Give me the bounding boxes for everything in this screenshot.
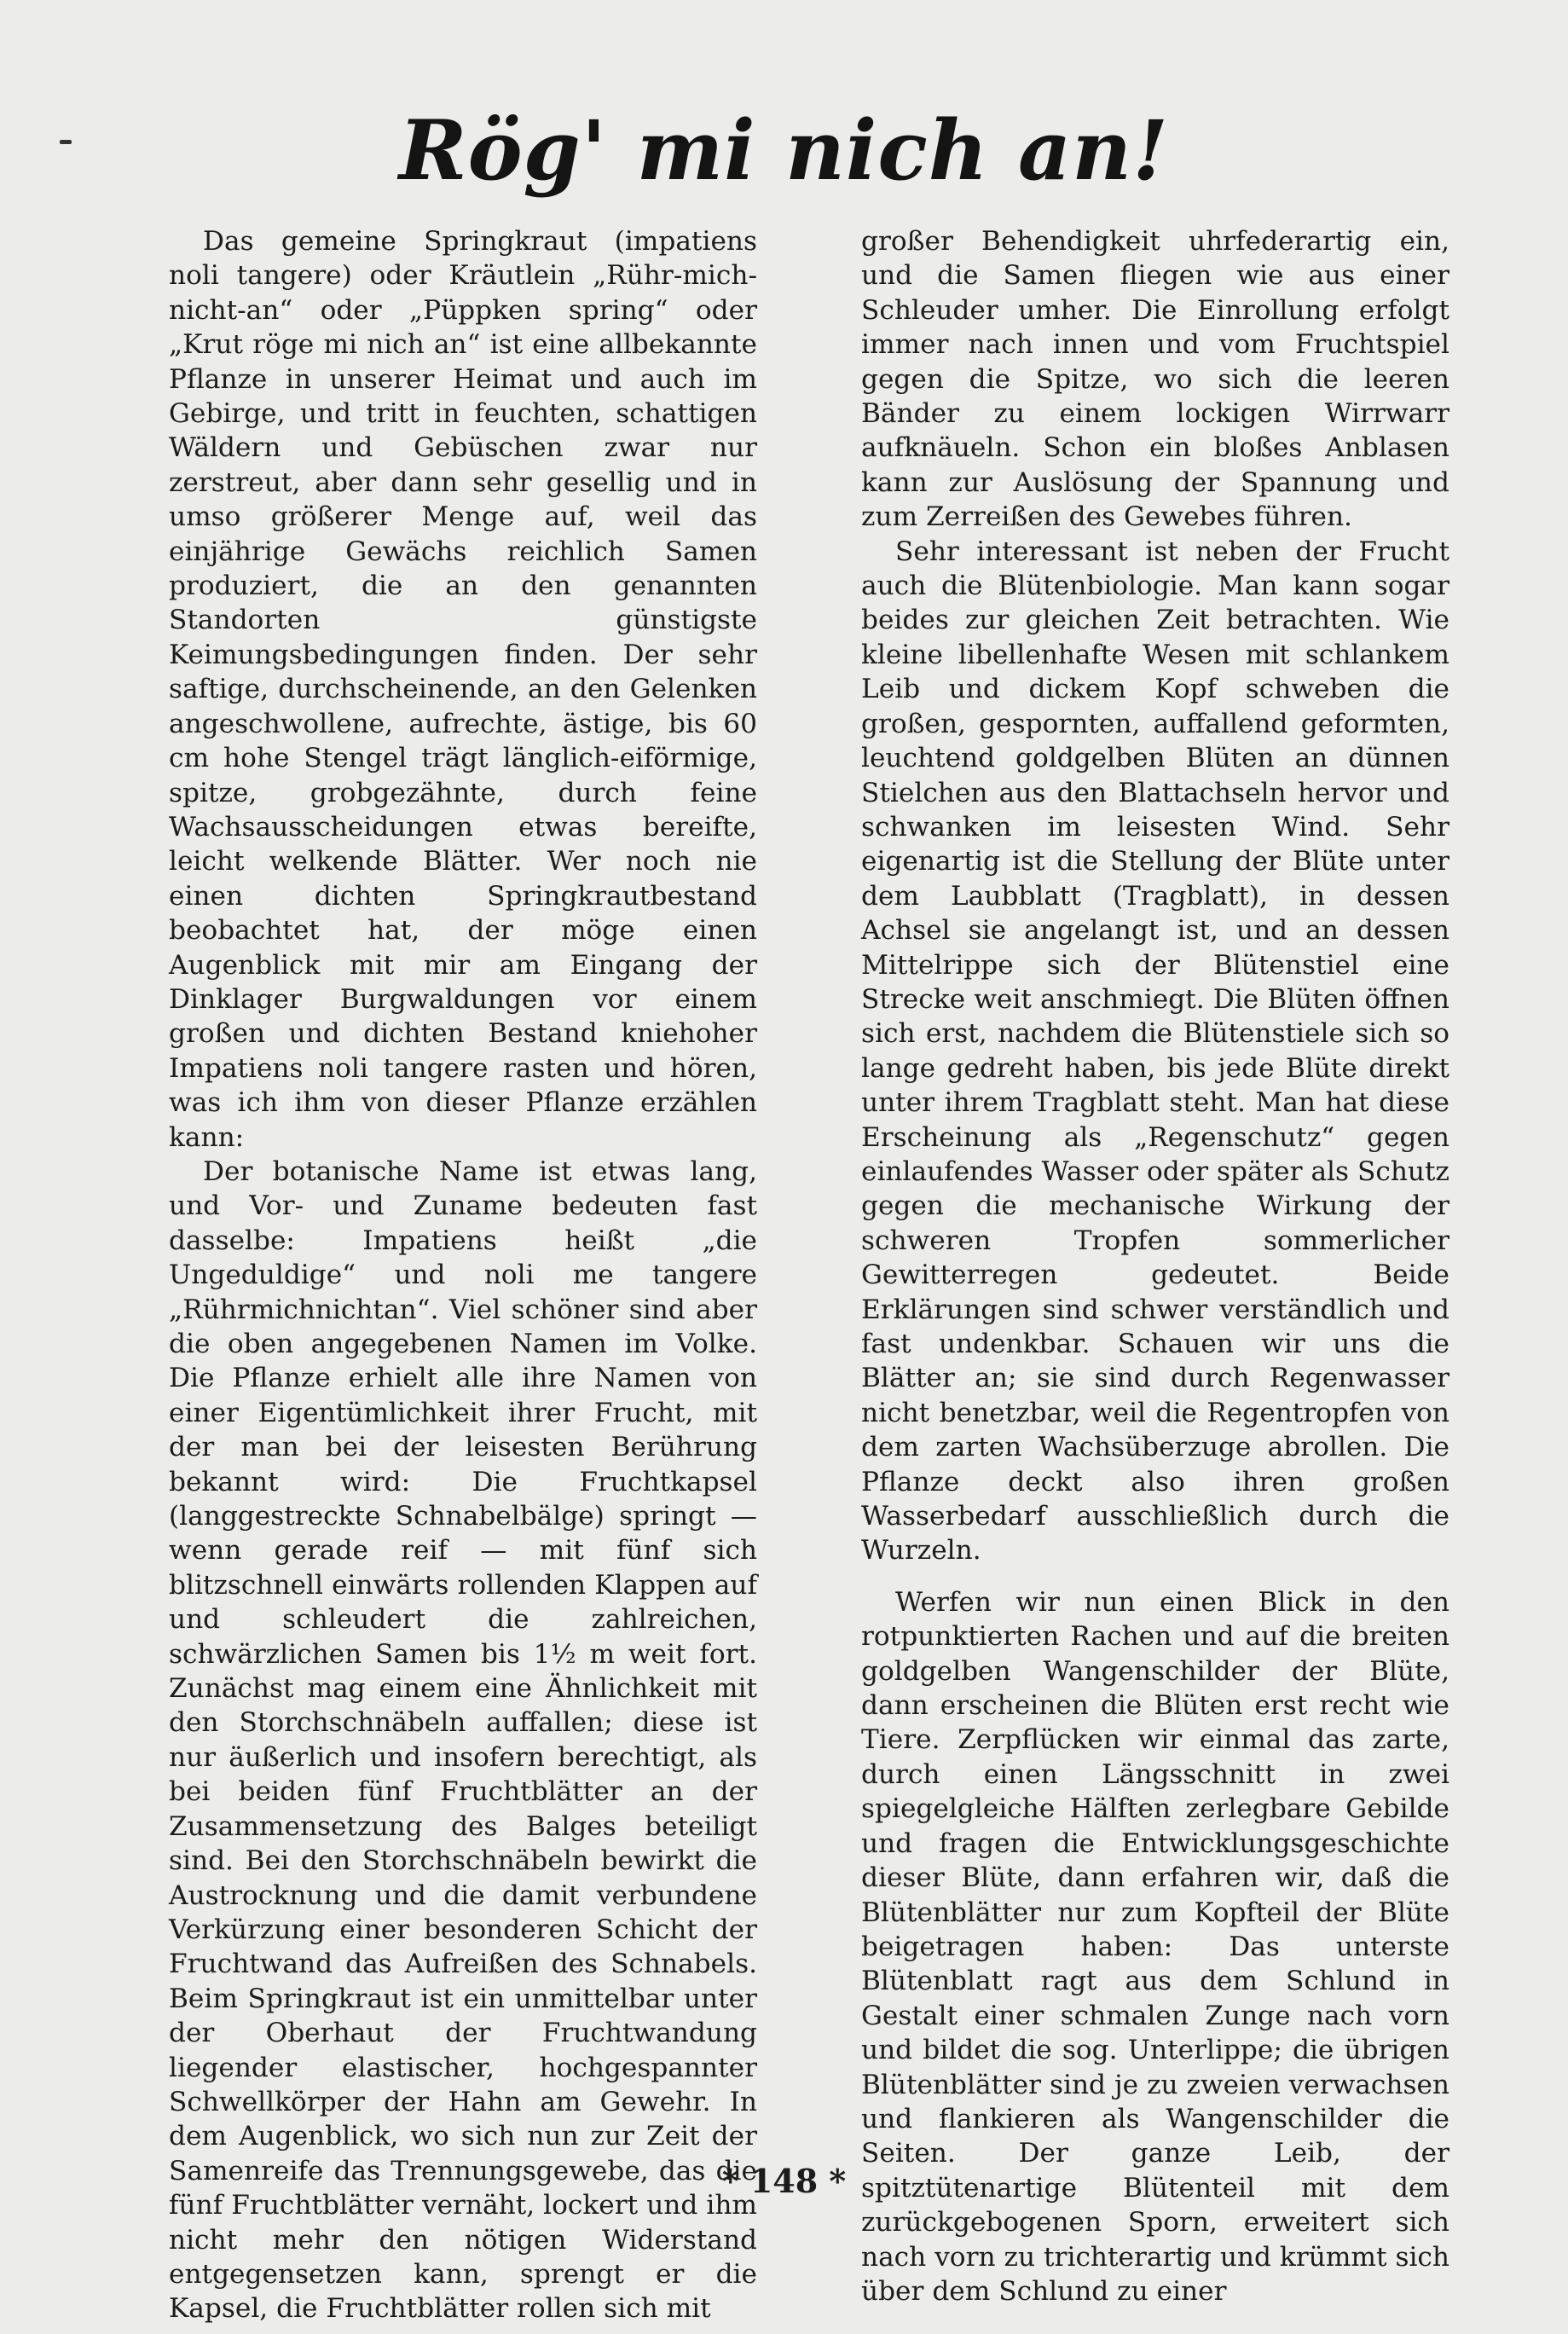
paragraph: großer Behendigkeit uhrfederartig ein, und die Samen fliegen wie aus einer Schleuder umher. Die Einrollung erfolgt immer nach innen und vom Fruchtspiel gegen die Spitze, wo sich die leeren Bänder zu einem lockigen Wirrwarr aufknäueln. Schon ein bloßes Anblasen kann zur Auslösung der Spannung und zum Zerreißen des Gewebes führen.: [861, 226, 1449, 533]
paragraph: Werfen wir nun einen Blick in den rotpunktierten Rachen und auf die breiten goldgelben Wangenschilder der Blüte, dann erscheinen die Blüten erst recht wie Tiere. Zerpflücken wir einmal das zarte, durch einen Längsschnitt in zwei spiegelgleiche Hälften zerlegbare Gebilde und fragen die Entwicklungsgeschichte dieser Blüte, dann erfahren wir, daß die Blütenblätter nur zum Kopfteil der Blüte beigetragen haben: Das unterste Blütenblatt ragt aus dem Schlund in Gestalt einer schmalen Zunge nach vorn und bildet die sog. Unterlippe; die übrigen Blütenblätter sind je zu zweien verwachsen und flankieren als Wangenschilder die Seiten. Der ganze Leib, der spitztütenartige Blütenteil mit dem zurückgebogenen Sporn, erweitert sich nach vorn zu trichterartig und krümmt sich über dem Schlund zu einer: [861, 1586, 1449, 2307]
paragraph: Sehr interessant ist neben der Frucht auch die Blütenbiologie. Man kann sogar beides zur gleichen Zeit betrachten. Wie kleine libellenhafte Wesen mit schlankem Leib und dickem Kopf schweben die großen, gespornten, auffallend geformten, leuchtend goldgelben Blüten an dünnen Stielchen aus den Blattachseln hervor und schwanken im leisesten Wind. Sehr eigenartig ist die Stellung der Blüte unter dem Laubblatt (Tragblatt), in dessen Achsel sie angelangt ist, und an dessen Mittelrippe sich der Blütenstiel eine Strecke weit anschmiegt. Die Blüten öffnen sich erst, nachdem die Blütenstiele sich so lange gedreht haben, bis jede Blüte direkt unter ihrem Tragblatt steht. Man hat diese Erscheinung als „Regenschutz“ gegen einlaufendes Wasser oder später als Schutz gegen die mechanische Wirkung der schweren Tropfen sommerlicher Gewitterregen gedeutet. Beide Erklärungen sind schwer verständlich und fast undenkbar. Schauen wir uns die Blätter an; sie sind durch Regenwasser nicht benetzbar, weil die Regentropfen von dem zarten Wachsüberzuge abrollen. Die Pflanze deckt also ihren großen Wasserbedarf ausschließlich durch die Wurzeln.: [861, 536, 1449, 1567]
paragraph: Der botanische Name ist etwas lang, und Vor- und Zuname bedeuten fast dasselbe: Impatiens heißt „die Ungeduldige“ und noli me tangere „Rührmichnichtan“. Viel schöner sind aber die oben angegebenen Namen im Volke. Die Pflanze erhielt alle ihre Namen von einer Eigentümlichkeit ihrer Frucht, mit der man bei der leisesten Berührung bekannt wird: Die Fruchtkapsel (langgestreckte Schnabelbälge) springt — wenn gerade reif — mit fünf sich blitzschnell einwärts rollenden Klappen auf und schleudert die zahlreichen, schwärzlichen Samen bis 1½ m weit fort. Zunächst mag einem eine Ähnlichkeit mit den Storchschnäbeln auffallen; diese ist nur äußerlich und insofern berechtigt, als bei beiden fünf Fruchtblätter an der Zusammensetzung des Balges beteiligt sind. Bei den Storchschnäbeln bewirkt die Austrocknung und die damit verbundene Verkürzung einer besonderen Schicht der Fruchtwand das Aufreißen des Schnabels. Beim Springkraut ist ein unmittelbar unter der Oberhaut der Fruchtwandung liegender elastischer, hochgespannter Schwellkörper der Hahn am Gewehr. In dem Augenblick, wo sich nun zur Zeit der Samenreife das Trennungsgewebe, das die fünf Fruchtblätter vernäht, lockert und ihm nicht mehr den nötigen Widerstand entgegensetzen kann, sprengt er die Kapsel, die Fruchtblätter rollen sich mit: [169, 1155, 757, 2325]
right-column: [861, 224, 1449, 2308]
article-title: Rög' mi nich an!: [398, 102, 1170, 199]
paragraph: Das gemeine Springkraut (impatiens noli tangere) oder Kräutlein „Rühr-mich-nicht-an“ oder „Püppken spring“ oder „Krut röge mi nich an“ ist eine allbekannte Pflanze in unserer Heimat und auch im Gebirge, und tritt in feuchten, schattigen Wäldern und Gebüschen zwar nur zerstreut, aber dann sehr gesellig und in umso größerer Menge auf, weil das einjährige Gewächs reichlich Samen produziert, die an den genannten Standorten günstigste Keimungsbedingungen finden. Der sehr saftige, durchscheinende, an den Gelenken angeschwollene, aufrechte, ästige, bis 60 cm hohe Stengel trägt länglich-eiförmige, spitze, grobgezähnte, durch feine Wachsausscheidungen etwas bereifte, leicht welkende Blätter. Wer noch nie einen dichten Springkrautbestand beobachtet hat, der möge einen Augenblick mit mir am Eingang der Dinklager Burgwaldungen vor einem großen und dichten Bestand kniehoher Impatiens noli tangere rasten und hören, was ich ihm von dieser Pflanze erzählen kann:: [169, 226, 757, 1153]
left-column: [169, 224, 757, 2326]
page-number: * 148 *: [721, 2162, 847, 2200]
